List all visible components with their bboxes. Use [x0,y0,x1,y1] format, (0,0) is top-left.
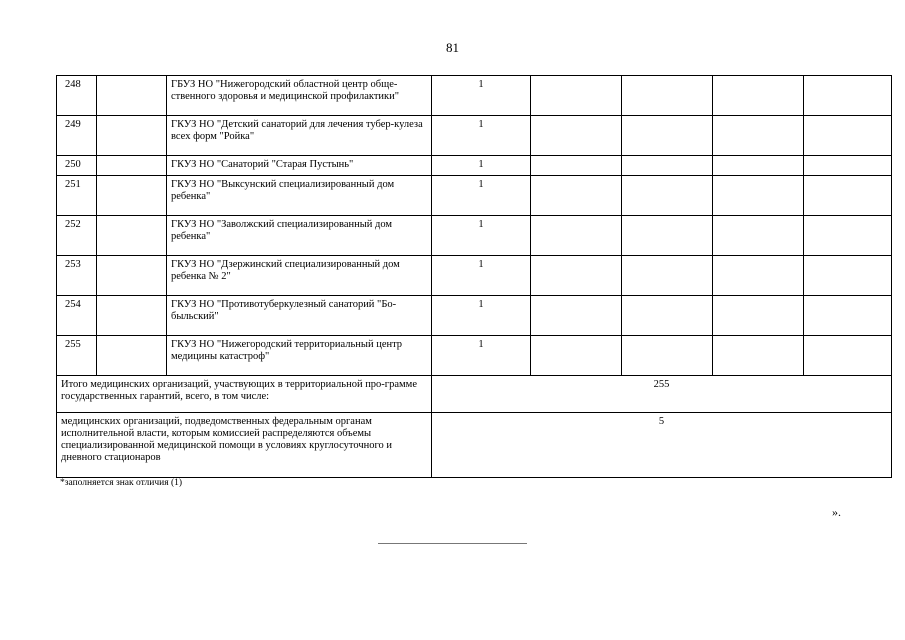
organization-name: ГКУЗ НО "Детский санаторий для лечения тубер-кулеза всех форм "Ройка" [167,116,432,156]
table-row [57,336,892,376]
empty-cell [713,76,804,116]
organization-name: ГКУЗ НО "Дзержинский специализированный дом ребенка № 2" [167,256,432,296]
row-number: 254 [57,296,97,336]
row-number: 248 [57,76,97,116]
organizations-table [56,75,892,478]
table-row [57,256,892,296]
empty-cell [531,216,622,256]
empty-cell [622,76,713,116]
organization-count: 1 [432,156,531,176]
empty-cell [804,116,892,156]
end-separator-line [378,543,527,544]
row-number: 255 [57,336,97,376]
subtotal-value: 5 [432,413,892,478]
empty-cell [531,256,622,296]
empty-cell [97,336,167,376]
empty-cell [622,156,713,176]
empty-cell [713,296,804,336]
organization-count: 1 [432,296,531,336]
organization-count: 1 [432,116,531,156]
empty-cell [804,296,892,336]
empty-cell [713,116,804,156]
organization-name: ГКУЗ НО "Санаторий "Старая Пустынь" [167,156,432,176]
empty-cell [622,256,713,296]
row-number: 252 [57,216,97,256]
empty-cell [713,216,804,256]
organization-count: 1 [432,216,531,256]
empty-cell [622,336,713,376]
organization-count: 1 [432,256,531,296]
row-number: 249 [57,116,97,156]
table-row [57,156,892,176]
subtotal-row [57,413,892,478]
empty-cell [713,336,804,376]
organization-name: ГКУЗ НО "Выксунский специализированный дом ребенка" [167,176,432,216]
empty-cell [804,216,892,256]
table-row [57,76,892,116]
row-number: 251 [57,176,97,216]
empty-cell [531,156,622,176]
empty-cell [804,156,892,176]
table-row [57,176,892,216]
empty-cell [97,156,167,176]
empty-cell [531,296,622,336]
row-number: 250 [57,156,97,176]
organization-name: ГКУЗ НО "Противотуберкулезный санаторий "Бо-быльский" [167,296,432,336]
closing-quote: ». [832,505,841,519]
empty-cell [804,336,892,376]
table-row [57,116,892,156]
empty-cell [622,176,713,216]
empty-cell [804,256,892,296]
table-row [57,296,892,336]
table-row [57,216,892,256]
footnote: *заполняется знак отличия (1) [60,478,183,488]
empty-cell [97,296,167,336]
organization-count: 1 [432,176,531,216]
empty-cell [531,76,622,116]
empty-cell [804,176,892,216]
organization-count: 1 [432,336,531,376]
organization-count: 1 [432,76,531,116]
page-number: 81 [446,40,459,55]
empty-cell [97,216,167,256]
empty-cell [97,76,167,116]
empty-cell [622,216,713,256]
empty-cell [713,176,804,216]
empty-cell [531,176,622,216]
organization-name: ГБУЗ НО "Нижегородский областной центр обще-ственного здоровья и медицинской профилактики" [167,76,432,116]
total-label: Итого медицинских организаций, участвующих в территориальной про-грамме государственных гарантий, всего, в том числе: [57,376,432,413]
row-number: 253 [57,256,97,296]
empty-cell [622,296,713,336]
empty-cell [804,76,892,116]
total-row [57,376,892,413]
empty-cell [97,176,167,216]
empty-cell [97,116,167,156]
empty-cell [622,116,713,156]
empty-cell [97,256,167,296]
empty-cell [531,116,622,156]
total-value: 255 [432,376,892,413]
empty-cell [531,336,622,376]
subtotal-label: медицинских организаций, подведомственных федеральным органам исполнительной власти, которым комиссией распределяются объемы специализированной медицинской помощи в условиях круглосуточного и дневного стационаров [57,413,432,478]
empty-cell [713,156,804,176]
empty-cell [713,256,804,296]
organization-name: ГКУЗ НО "Заволжский специализированный дом ребенка" [167,216,432,256]
organization-name: ГКУЗ НО "Нижегородский территориальный центр медицины катастроф" [167,336,432,376]
